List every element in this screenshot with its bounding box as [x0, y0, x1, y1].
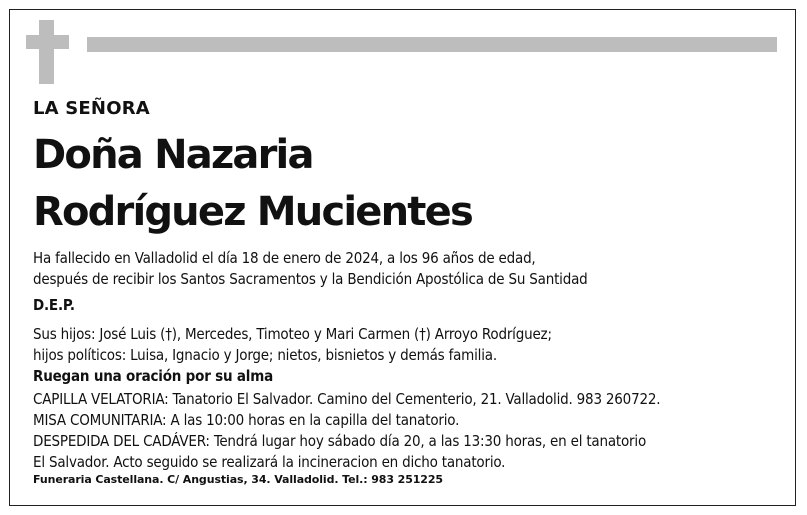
header-bar	[87, 37, 777, 52]
death-announcement	[33, 248, 588, 290]
honorific-prefix: LA SEÑORA	[33, 98, 150, 119]
service-line: CAPILLA VELATORIA: Tanatorio El Salvador. Camino del Cementerio, 21. Valladolid. 983 260722.	[33, 390, 661, 408]
death-line: después de recibir los Santos Sacramentos y la Bendición Apostólica de Su Santidad	[33, 270, 588, 288]
funeral-home-footer: Funeraria Castellana. C/ Angustias, 34. Valladolid. Tel.: 983 251225	[33, 473, 443, 486]
family-list	[33, 324, 552, 366]
service-line: MISA COMUNITARIA: A las 10:00 horas en la capilla del tanatorio.	[33, 411, 460, 429]
service-details	[33, 389, 660, 473]
family-line: Sus hijos: José Luis (†), Mercedes, Timoteo y Mari Carmen (†) Arroyo Rodríguez;	[33, 325, 552, 343]
deceased-name-line1: Doña Nazaria	[33, 132, 313, 178]
dep-label: D.E.P.	[33, 296, 75, 314]
deceased-name-line2: Rodríguez Mucientes	[33, 189, 472, 235]
service-line: El Salvador. Acto seguido se realizará la incineracion en dicho tanatorio.	[33, 453, 506, 471]
family-line: hijos políticos: Luisa, Ignacio y Jorge; nietos, bisnietos y demás familia.	[33, 346, 497, 364]
death-line: Ha fallecido en Valladolid el día 18 de enero de 2024, a los 96 años de edad,	[33, 249, 536, 267]
prayer-request: Ruegan una oración por su alma	[33, 367, 273, 385]
service-line: DESPEDIDA DEL CADÁVER: Tendrá lugar hoy sábado día 20, a las 13:30 horas, en el tanatorio	[33, 432, 646, 450]
